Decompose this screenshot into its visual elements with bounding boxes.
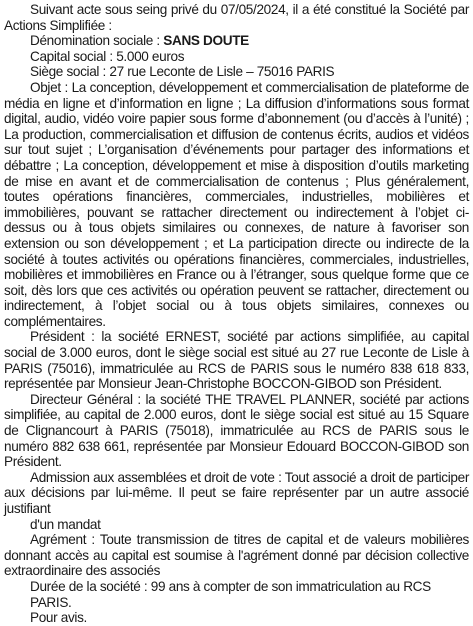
- capital-line: Capital social : 5.000 euros: [30, 48, 185, 64]
- agrement-paragraph: Agrément : Toute transmission de titres de capital et de valeurs mobilières donnant accès au capital est soumise à l'agrément donné par décision collective extraordinaire des associés: [4, 532, 469, 579]
- objet-paragraph: Objet : La conception, développement et commercialisation de plateforme de média en ligne et d’information en ligne ; La diffusion d’informations sous format digital, audio, vidéo voire papier sous forme d’abonnement (ou d’accès à l’unité) ; La production, commercialisation et diffusion de contenus écrits, audios et vidéos sur tout sujet ; L’organisation d’événements pour partager des informations et débattre ; La conception, développement et mise à disposition d’outils marketing de mise en avant et de commercialisation de contenus ; Plus généralement, toutes opérations financières, commerciales, industrielles, mobilières et immobilières, pouvant se rattacher directement ou indirectement à l’objet ci-dessus ou à tous objets similaires ou connexes, de nature à favoriser son extension ou son développement ; et La participation directe ou indirecte de la société à toutes activités ou opérations financières, commerciales, industrielles, mobilières et immobilières en France ou à l’étranger, sous quelque forme que ce soit, dès lors que ces activités ou opération peuvent se rattacher, directement ou indirectement, à l’objet social ou à tous objets similaires, connexes ou complémentaires.: [4, 79, 469, 329]
- admission-paragraph: Admission aux assemblées et droit de vote : Tout associé a droit de participer aux décisions par lui-même. Il peut se faire représenter par un autre associé justifiant: [4, 469, 469, 516]
- intro-paragraph: Suivant acte sous seing privé du 07/05/2024, il a été constitué la Société par Actions Simplifiée :: [4, 2, 469, 33]
- denomination-value: SANS DOUTE: [163, 33, 249, 49]
- pour-avis-line: Pour avis.: [30, 610, 87, 626]
- president-paragraph: Président : la société ERNEST, société par actions simplifiée, au capital social de 3.000 euros, dont le siège social est situé au 27 rue Leconte de Lisle à PARIS (75016), immatriculée au RCS de PARIS sous le numéro 838 618 833, représentée par Monsieur Jean-Christophe BOCCON-GIBOD son Président.: [4, 329, 469, 392]
- siege-line: Siège social : 27 rue Leconte de Lisle – 75016 PARIS: [30, 64, 335, 80]
- duree-line: Durée de la société : 99 ans à compter de son immatriculation au RCS PARIS.: [30, 578, 431, 610]
- denomination-line: [4, 33, 469, 49]
- admission-end-line: d'un mandat: [30, 516, 101, 532]
- denomination-label: Dénomination sociale :: [30, 33, 164, 49]
- directeur-paragraph: Directeur Général : la société THE TRAVEL PLANNER, société par actions simplifiée, au capital de 2.000 euros, dont le siège social est situé au 15 Square de Clignancourt à PARIS (75018), immatriculée au RCS de PARIS sous le numéro 882 638 661, représentée par Monsieur Edouard BOCCON-GIBOD son Président.: [4, 391, 469, 470]
